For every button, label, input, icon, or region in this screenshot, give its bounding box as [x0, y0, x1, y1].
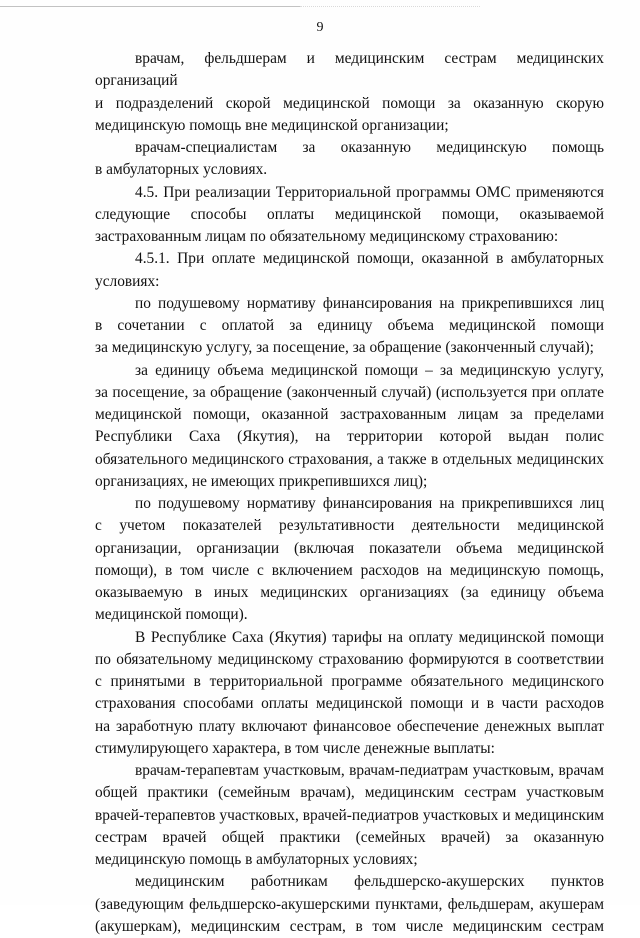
page-number: 9 — [316, 20, 324, 35]
document-body — [95, 48, 604, 938]
text-line: в сочетании с оплатой за единицу объема медицинской помощи — [95, 317, 604, 334]
text-line: медицинскую помощь вне медицинской организации; — [95, 116, 449, 134]
text-line: условиях: — [95, 272, 160, 290]
text-line: (акушеркам), медицинским сестрам, в том числе медицинским сестрам — [95, 917, 604, 935]
text-line: с принятыми в территориальной программе обязательного медицинского — [95, 673, 604, 690]
text-line: и подразделений скорой медицинской помощи за оказанную скорую — [95, 94, 604, 112]
text-line: обязательного медицинского страхования, а также в отдельных медицинских — [95, 450, 604, 468]
text-line: медицинской помощи). — [95, 606, 248, 624]
text-line: по подушевому нормативу финансирования на прикрепившихся лиц — [135, 495, 604, 512]
scan-artifact-line — [300, 6, 480, 7]
text-line: за медицинскую услугу, за посещение, за обращение (законченный случай); — [95, 339, 594, 357]
text-line: оказываемую в иных медицинских организациях (за единицу объема — [95, 584, 604, 601]
text-line: застрахованным лицам по обязательному медицинскому страхованию: — [95, 228, 559, 245]
text-line: страхования способами оплаты медицинской помощи и в части расходов — [95, 695, 604, 713]
text-line: на заработную плату включают финансовое обеспечение денежных выплат — [95, 717, 604, 735]
text-line: врачам-терапевтам участковым, врачам-педиатрам участковым, врачам — [135, 762, 604, 779]
text-line: 4.5.1. При оплате медицинской помощи, оказанной в амбулаторных — [135, 250, 604, 268]
text-line: следующие способы оплаты медицинской помощи, оказываемой — [95, 205, 604, 223]
text-line: организациях, не имеющих прикрепившихся лиц); — [95, 472, 428, 490]
text-line: организации, организации (включая показатели объема медицинской — [95, 539, 604, 557]
text-line: за посещение, за обращение (законченный случай) (используется при оплате — [95, 383, 604, 401]
text-line: сестрам врачей общей практики (семейных врачей) за оказанную — [95, 828, 604, 846]
text-line: врачам-специалистам за оказанную медицинскую помощь — [135, 139, 604, 156]
text-line: медицинскую помощь в амбулаторных условиях; — [95, 851, 418, 868]
text-line: медицинским работникам фельдшерско-акушерских пунктов — [135, 873, 604, 891]
text-line: В Республике Саха (Якутия) тарифы на оплату медицинской помощи — [135, 628, 604, 646]
text-line: по подушевому нормативу финансирования на прикрепившихся лиц — [135, 294, 604, 312]
text-line: стимулирующего характера, в том числе денежные выплаты: — [95, 739, 495, 757]
text-line: 4.5. При реализации Территориальной программы ОМС применяются — [135, 183, 604, 201]
text-line: общей практики (семейным врачам), медицинским сестрам участковым — [95, 784, 604, 802]
text-line: помощи), в том числе с включением расходов на медицинскую помощь, — [95, 561, 604, 579]
text-line: с учетом показателей результативности деятельности медицинской — [95, 517, 604, 535]
text-line: врачам, фельдшерам и медицинским сестрам медицинских организаций — [95, 50, 604, 90]
text-line: Республики Саха (Якутия), на территории которой выдан полис — [95, 428, 604, 446]
scan-artifact-line — [0, 6, 300, 7]
text-line: врачей-терапевтов участковых, врачей-педиатров участковых и медицинским — [95, 806, 604, 824]
text-line: медицинской помощи, оказанной застрахованным лицам за пределами — [95, 406, 604, 423]
text-line: (заведующим фельдшерско-акушерскими пунктами, фельдшерам, акушерам — [95, 895, 604, 913]
text-line: по обязательному медицинскому страхованию формируются в соответствии — [95, 650, 604, 668]
text-line: в амбулаторных условиях. — [95, 161, 268, 179]
text-line: за единицу объема медицинской помощи – за медицинскую услугу, — [135, 361, 604, 379]
